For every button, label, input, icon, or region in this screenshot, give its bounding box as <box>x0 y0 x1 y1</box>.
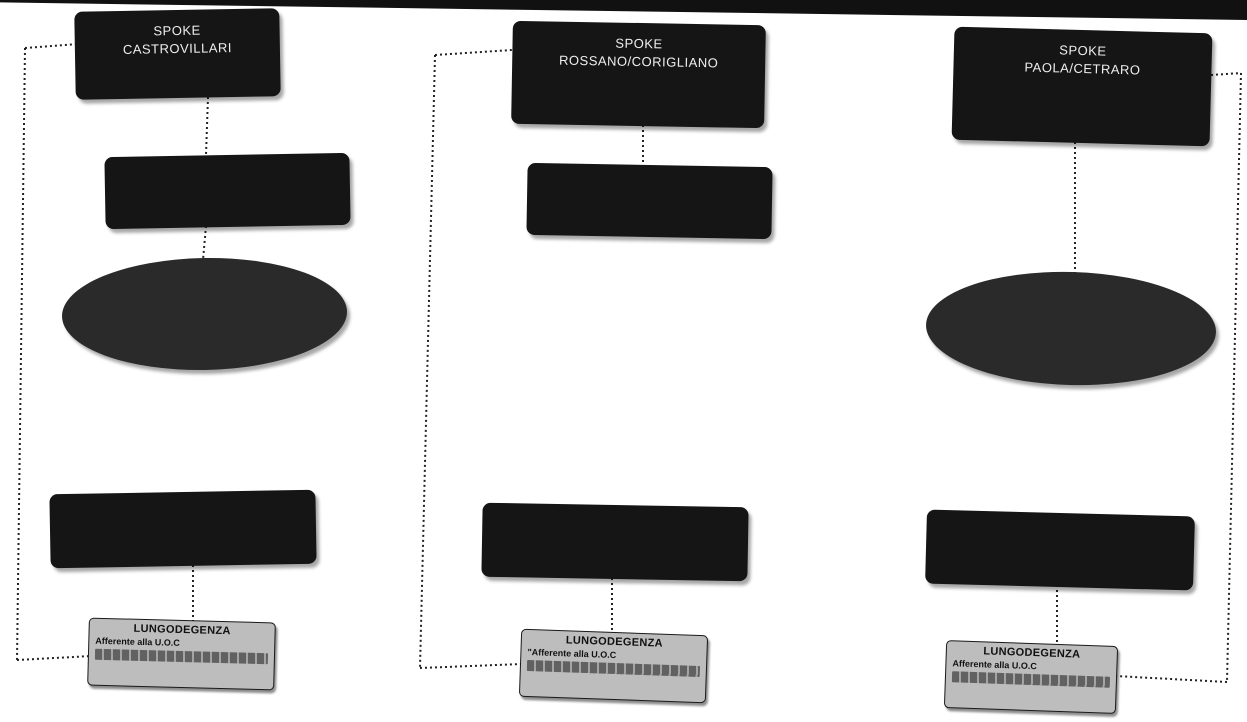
spoke-label: SPOKE <box>153 22 201 39</box>
spoke-label: SPOKE <box>615 35 663 52</box>
spoke-name: ROSSANO/CORIGLIANO <box>558 52 719 71</box>
spoke-paola-cetraro-box <box>952 27 1213 147</box>
spoke-rossano-corigliano-box <box>511 21 766 128</box>
col2-lower-box <box>481 503 748 582</box>
lungodegenza-illegible-line <box>95 649 268 665</box>
col2-lungodegenza-box <box>519 629 708 703</box>
lungodegenza-subtitle: Afferente alla U.O.C <box>95 635 180 648</box>
spoke-name: PAOLA/CETRARO <box>1024 59 1141 78</box>
lungodegenza-title: LUNGODEGENZA <box>133 622 231 638</box>
lungodegenza-subtitle: "Afferente alla U.O.C <box>527 646 617 661</box>
col1-lungodegenza-box <box>87 618 276 691</box>
connector-col2-outer-bottom <box>420 664 522 668</box>
connector-col3-outer-top <box>1211 73 1241 75</box>
col1-unit-box <box>104 153 350 229</box>
connector-col3-outer-right <box>1227 73 1241 682</box>
connector-col2-outer-left <box>420 55 435 668</box>
spoke-castrovillari-box <box>74 8 281 100</box>
col3-lower-box <box>925 510 1195 591</box>
spoke-name: CASTROVILLARI <box>122 40 233 57</box>
connector-col1-outer-top <box>25 44 78 48</box>
connector-col1-outer-left <box>17 48 25 660</box>
connector-col1-spoke-to-box <box>206 97 208 155</box>
connector-col3-outer-bottom <box>1115 676 1227 682</box>
col3-lungodegenza-box <box>944 640 1118 714</box>
lungodegenza-title: LUNGODEGENZA <box>565 634 664 650</box>
spoke-label: SPOKE <box>1059 42 1107 59</box>
connector-col1-outer-bottom <box>17 656 92 660</box>
col1-lower-box <box>49 490 316 569</box>
connector-col2-outer-top <box>435 50 512 55</box>
lungodegenza-title: LUNGODEGENZA <box>983 645 1081 661</box>
col2-unit-box <box>526 163 772 239</box>
connector-col1-box-to-ellipse <box>203 226 206 260</box>
lungodegenza-subtitle: Afferente alla U.O.C <box>952 658 1038 672</box>
